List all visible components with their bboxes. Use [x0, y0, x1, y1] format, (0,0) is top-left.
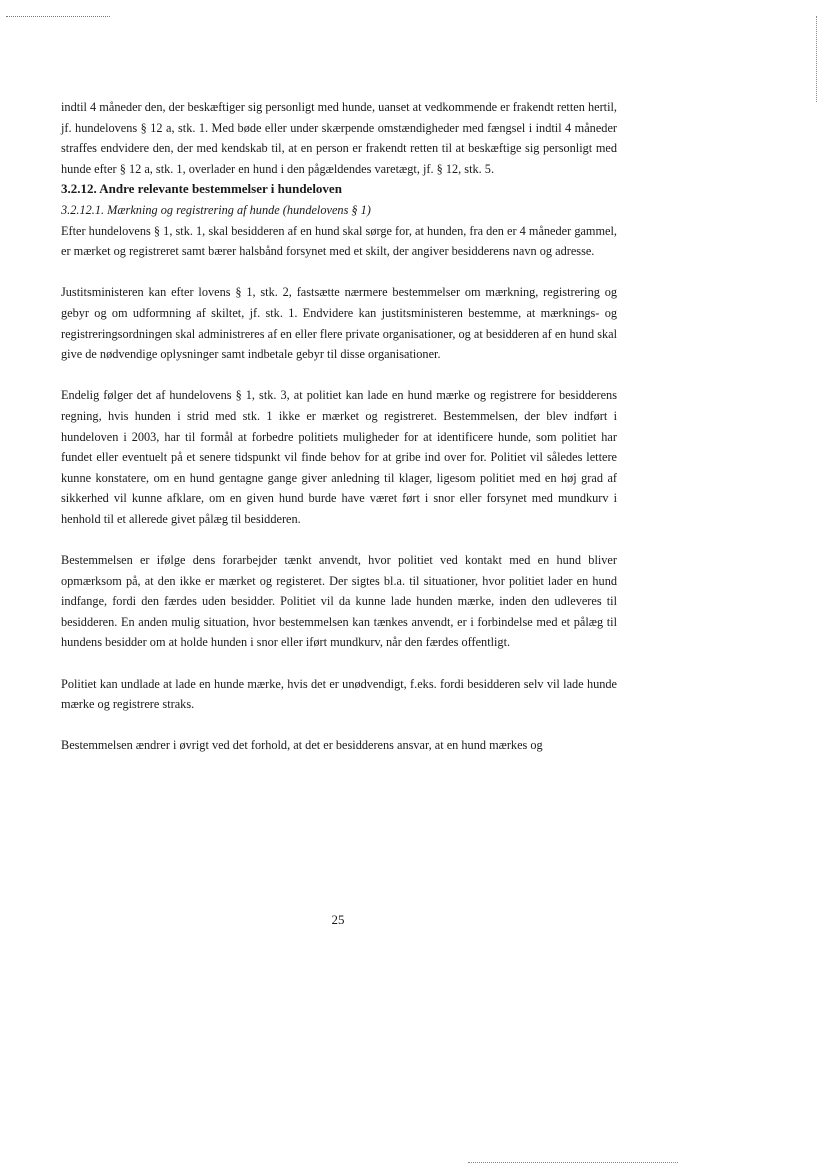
scan-artifact-top	[6, 16, 110, 17]
scan-artifact-right	[816, 16, 817, 102]
paragraph-1: indtil 4 måneder den, der beskæftiger sig personligt med hunde, uanset at vedkommende er frakendt retten hertil, jf. hundelovens § 12 a, stk. 1. Med bøde eller under skærpende omstændigheder med fængsel i indtil 4 måneder straffes endvidere den, der med kendskab til, at en person er frakendt retten til at beskæftige sig personligt med hunde efter § 12 a, stk. 1, overlader en hund i den pågældendes varetægt, jf. § 12, stk. 5.	[61, 100, 617, 176]
page-body	[61, 97, 617, 756]
section-heading: 3.2.12. Andre relevante bestemmelser i hundeloven	[61, 181, 342, 197]
sub-heading: 3.2.12.1. Mærkning og registrering af hunde (hundelovens § 1)	[61, 202, 371, 217]
paragraph-7: Bestemmelsen ændrer i øvrigt ved det forhold, at det er besidderens ansvar, at en hund mærkes og	[61, 738, 543, 753]
paragraph-6: Politiet kan undlade at lade en hunde mærke, hvis det er unødvendigt, f.eks. fordi besidderen selv vil lade hunde mærke og registrere straks.	[61, 676, 617, 712]
paragraph-3: Justitsministeren kan efter lovens § 1, stk. 2, fastsætte nærmere bestemmelser om mærkning, registrering og gebyr og om udformning af skiltet, jf. stk. 1. Endvidere kan justitsministeren bestemme, at mærknings- og registreringsordningen skal administreres af en eller flere private organisationer, og at besidderen af en hund skal give de nødvendige oplysninger samt indbetale gebyr til disse organisationer.	[61, 285, 617, 362]
scan-artifact-bottom	[468, 1162, 678, 1163]
paragraph-5: Bestemmelsen er ifølge dens forarbejder tænkt anvendt, hvor politiet ved kontakt med en hund bliver opmærksom på, at den ikke er mærket og registeret. Der sigtes bl.a. til situationer, hvor politiet lader en hund indfange, fordi den færdes uden besidder. Politiet vil da kunne lade hunden mærke, inden den udleveres til besidderen. En anden mulig situation, hvor bestemmelsen kan tænkes anvendt, er i forbindelse med et pålæg til hundens besidder om at holde hunden i snor eller iført mundkurv, når den færdes offentligt.	[61, 553, 617, 650]
page-number: 25	[331, 912, 345, 927]
paragraph-4: Endelig følger det af hundelovens § 1, stk. 3, at politiet kan lade en hund mærke og registrere for besidderens regning, hvis hunden i strid med stk. 1 ikke er mærket og registreret. Bestemmelsen, der blev indført i hundeloven i 2003, har til formål at forbedre politiets muligheder for at identificere hunde, som politiet har fundet eller eventuelt på et senere tidspunkt vil finde behov for at gribe ind over for. Politiet vil således lettere kunne konstatere, om en hund gentagne gange giver anledning til klager, ligesom politiet med en høj grad af sikkerhed vil kunne afklare, om en given hund burde have været ført i snor eller forsynet med mundkurv i henhold til et allerede givet pålæg til besidderen.	[61, 388, 617, 526]
paragraph-2: Efter hundelovens § 1, stk. 1, skal besidderen af en hund skal sørge for, at hunden, fra den er 4 måneder gammel, er mærket og registreret samt bærer halsbånd forsynet med et skilt, der angiver besidderens navn og adresse.	[61, 223, 617, 259]
